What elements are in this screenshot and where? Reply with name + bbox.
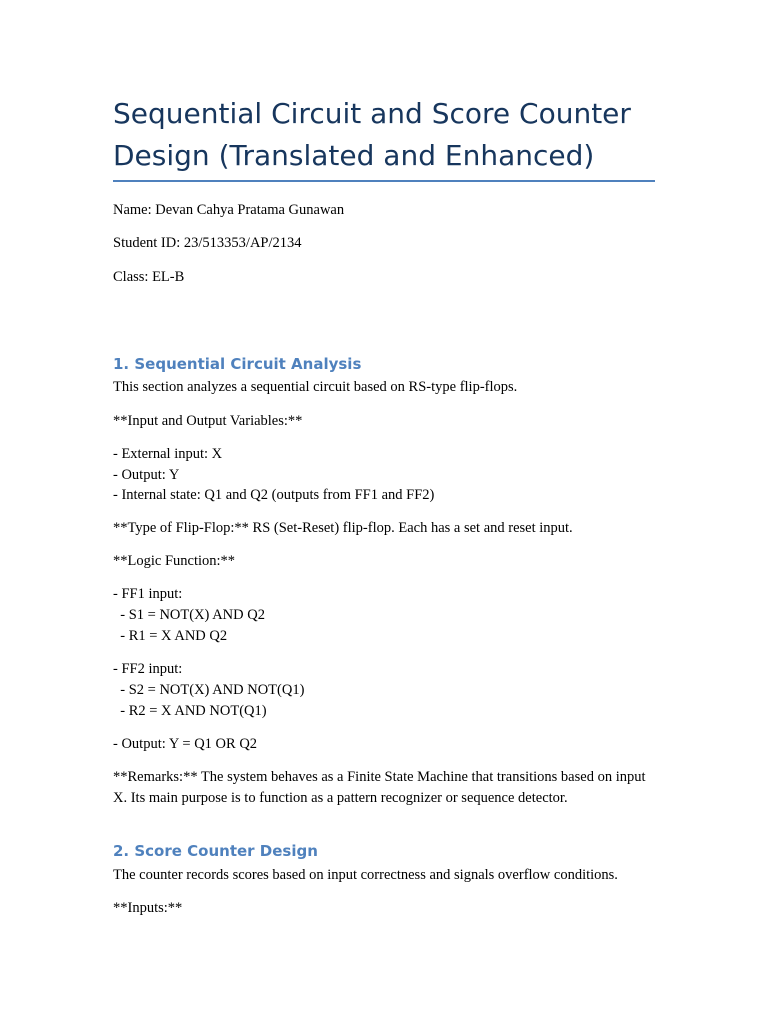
flipflop-type: **Type of Flip-Flop:** RS (Set-Reset) flip-flop. Each has a set and reset input. bbox=[113, 520, 573, 536]
title-underline bbox=[113, 180, 655, 182]
io-list-item: - External input: X bbox=[113, 446, 223, 462]
section-heading-score-counter: 2. Score Counter Design bbox=[113, 842, 318, 860]
section-heading-sequential-circuit: 1. Sequential Circuit Analysis bbox=[113, 355, 362, 373]
io-list-item: - Internal state: Q1 and Q2 (outputs from FF1 and FF2) bbox=[113, 487, 435, 503]
io-variables-heading: **Input and Output Variables:** bbox=[113, 413, 303, 429]
ff2-s2-equation: - S2 = NOT(X) AND NOT(Q1) bbox=[113, 682, 305, 698]
remarks-paragraph: **Remarks:** The system behaves as a Finite State Machine that transitions based on input X. Its main purpose is to function as a pattern recognizer or sequence detector. bbox=[113, 769, 650, 806]
ff1-r1-equation: - R1 = X AND Q2 bbox=[113, 628, 228, 644]
student-name: Name: Devan Cahya Pratama Gunawan bbox=[113, 202, 345, 218]
ff2-r2-equation: - R2 = X AND NOT(Q1) bbox=[113, 703, 267, 719]
output-equation: - Output: Y = Q1 OR Q2 bbox=[113, 736, 258, 752]
section1-intro: This section analyzes a sequential circuit based on RS-type flip-flops. bbox=[113, 379, 518, 395]
logic-function-heading: **Logic Function:** bbox=[113, 553, 236, 569]
inputs-heading: **Inputs:** bbox=[113, 900, 183, 916]
section2-intro: The counter records scores based on input correctness and signals overflow conditions. bbox=[113, 867, 618, 883]
io-list-item: - Output: Y bbox=[113, 466, 180, 483]
ff1-input-label: - FF1 input: bbox=[113, 586, 183, 602]
ff1-s1-equation: - S1 = NOT(X) AND Q2 bbox=[113, 607, 265, 623]
document-page bbox=[113, 0, 655, 1024]
ff2-input-label: - FF2 input: bbox=[113, 661, 183, 677]
student-id: Student ID: 23/513353/AP/2134 bbox=[113, 235, 302, 251]
document-title: Sequential Circuit and Score Counter Design (Translated and Enhanced) bbox=[113, 97, 631, 172]
class-label: Class: EL-B bbox=[113, 269, 185, 285]
